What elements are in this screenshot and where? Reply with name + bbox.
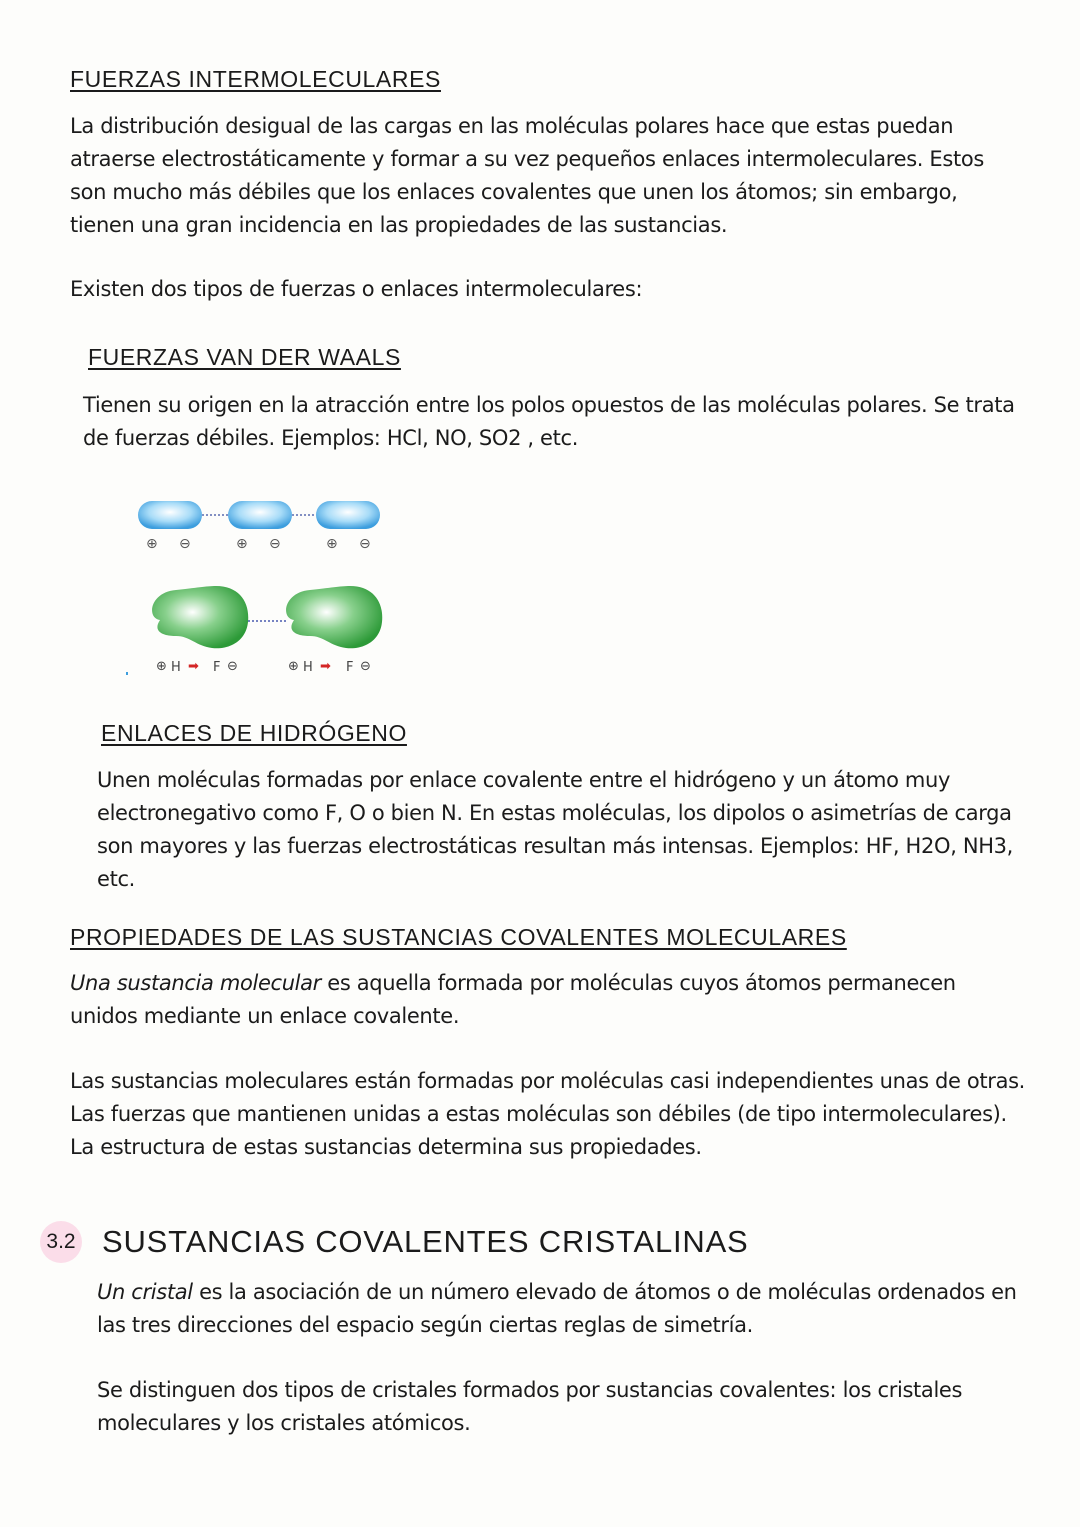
- atom-label-f-2: F: [346, 660, 354, 675]
- plus-sign-1: ⊕: [146, 536, 158, 552]
- arrow-icon-1: ➡: [188, 659, 199, 674]
- blue-molecule-1: [138, 501, 202, 529]
- heading-propiedades: PROPIEDADES DE LAS SUSTANCIAS COVALENTES MOLECULARES: [70, 924, 847, 950]
- molecular-properties-paragraph: Las sustancias moleculares están formadas por moléculas casi independientes unas de otras. Las fuerzas que mantienen unidas a estas moléculas son débiles (de tipo intermoleculares). La estructura de estas sustancias determina sus propiedades.: [70, 1069, 1026, 1159]
- section-title: SUSTANCIAS COVALENTES CRISTALINAS: [102, 1224, 749, 1259]
- minus-sign-3: ⊖: [359, 536, 371, 552]
- atom-label-f-1: F: [213, 660, 221, 675]
- minus-sign-5: ⊖: [360, 659, 371, 674]
- heading-van-der-waals: FUERZAS VAN DER WAALS: [88, 344, 401, 370]
- blue-molecule-2: [228, 501, 292, 529]
- hydrogen-bond-paragraph: Unen moléculas formadas por enlace covalente entre el hidrógeno y un átomo muy electronegativo como F, O o bien N. En estas moléculas, los dipolos o asimetrías de carga son mayores y las fuerzas electrostáticas resultan más intensas. Ejemplos: HF, H2O, NH3, etc.: [97, 768, 1013, 891]
- plus-sign-4: ⊕: [156, 659, 167, 674]
- molecular-substance-term: Una sustancia molecular: [70, 971, 321, 995]
- molecular-substance-definition: es aquella formada por moléculas cuyos átomos permanecen unidos mediante un enlace covalente.: [70, 971, 956, 1028]
- intro-paragraph: La distribución desigual de las cargas en las moléculas polares hace que estas puedan atraerse electrostáticamente y formar a su vez pequeños enlaces intermoleculares. Estos son mucho más débiles que los enlaces covalentes que unen los átomos; sin embargo, tienen una gran incidencia en las propiedades de las sustancias.: [70, 114, 984, 237]
- crystal-types-paragraph: Se distinguen dos tipos de cristales formados por sustancias covalentes: los cristales moleculares y los cristales atómicos.: [97, 1378, 963, 1435]
- atom-label-h-1: H: [171, 660, 181, 675]
- crystal-definition-paragraph: [97, 1276, 1047, 1342]
- plus-sign-2: ⊕: [236, 536, 248, 552]
- green-molecule-2: [286, 586, 382, 648]
- types-intro-paragraph: Existen dos tipos de fuerzas o enlaces intermoleculares:: [70, 277, 643, 301]
- plus-sign-3: ⊕: [326, 536, 338, 552]
- minus-sign-4: ⊖: [227, 659, 238, 674]
- crystal-term: Un cristal: [97, 1280, 193, 1304]
- heading-fuerzas-intermoleculares: FUERZAS INTERMOLECULARES: [70, 66, 441, 92]
- minus-sign-1: ⊖: [179, 536, 191, 552]
- heading-enlaces-hidrogeno: ENLACES DE HIDRÓGENO: [101, 720, 407, 746]
- minus-sign-2: ⊖: [269, 536, 281, 552]
- plus-sign-5: ⊕: [288, 659, 299, 674]
- arrow-icon-2: ➡: [320, 659, 331, 674]
- dipole-diagram: [124, 490, 394, 690]
- green-molecule-1: [152, 586, 248, 648]
- crystal-definition: es la asociación de un número elevado de átomos o de moléculas ordenados en las tres direcciones del espacio según ciertas reglas de simetría.: [97, 1280, 1017, 1337]
- atom-label-h-2: H: [303, 660, 313, 675]
- blue-dot-mark: [126, 672, 128, 675]
- van-der-waals-paragraph: Tienen su origen en la atracción entre los polos opuestos de las moléculas polares. Se trata de fuerzas débiles. Ejemplos: HCl, NO, SO2 , etc.: [83, 393, 1015, 450]
- molecular-substance-paragraph: [70, 967, 970, 1033]
- section-number-badge: 3.2: [40, 1221, 82, 1263]
- blue-molecule-3: [316, 501, 380, 529]
